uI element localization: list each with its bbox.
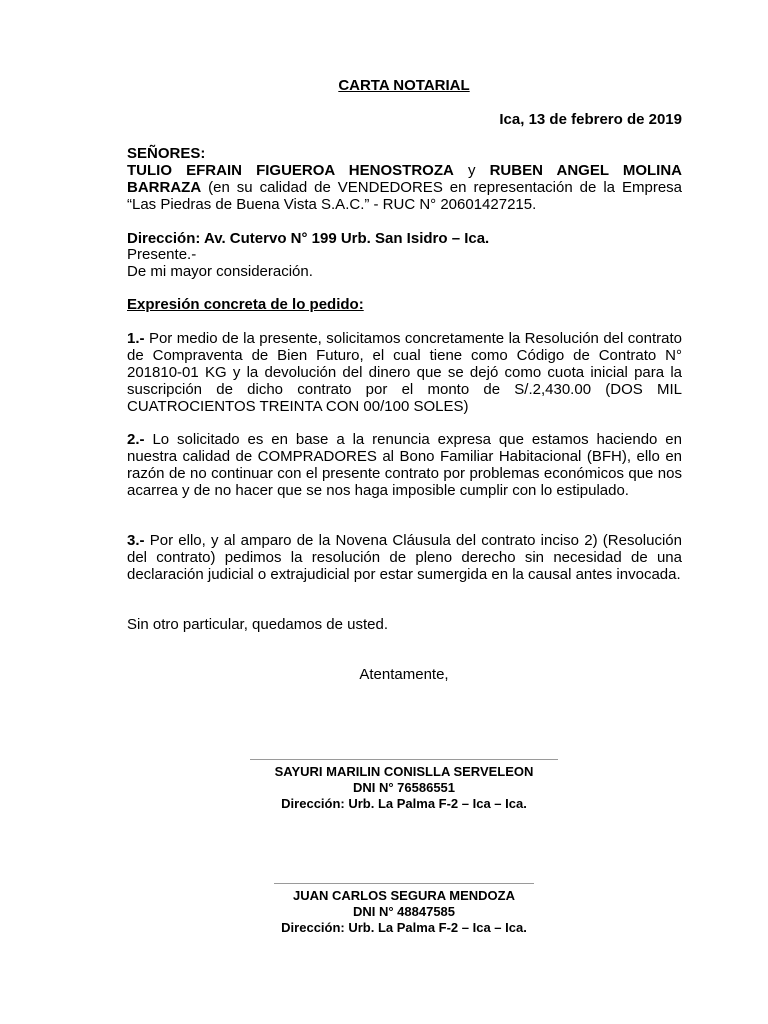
signature-line — [250, 759, 558, 760]
recipients-heading: SEÑORES: — [127, 145, 206, 162]
recipient-conjunction: y — [453, 162, 490, 179]
signature-line — [274, 883, 534, 884]
greeting-line: De mi mayor consideración. — [127, 263, 313, 280]
recipient-address: Dirección: Av. Cutervo N° 199 Urb. San Isidro – Ica. — [127, 230, 490, 247]
presente-line: Presente.- — [127, 246, 197, 263]
signer-dni: DNI N° 76586551 — [352, 780, 456, 795]
signature-block-2 — [230, 883, 578, 936]
paragraph-2 — [127, 431, 682, 499]
signer-name: JUAN CARLOS SEGURA MENDOZA — [293, 888, 515, 903]
paragraph-number: 2.- — [127, 431, 145, 448]
letter-date: Ica, 13 de febrero de 2019 — [499, 111, 682, 128]
farewell-line: Atentamente, — [359, 666, 449, 683]
paragraph-text: Por medio de la presente, solicitamos concretamente la Resolución del contrato de Compraventa de Bien Futuro, el cual tiene como Código de Contrato N° 201810-01 KG y la devolución del dinero que se dejó como cuota inicial para la suscripción de dicho contrato por el monto de S/.2,430.00 (DOS MIL CUATROCIENTOS TREINTA CON 00/100 SOLES) — [127, 330, 682, 415]
signature-block-1 — [250, 759, 558, 812]
recipient-name-1: TULIO EFRAIN FIGUEROA HENOSTROZA — [127, 162, 454, 179]
signer-address: Dirección: Urb. La Palma F-2 – Ica – Ica. — [281, 796, 527, 811]
signer-address: Dirección: Urb. La Palma F-2 – Ica – Ica. — [281, 920, 527, 935]
recipient-details: (en su calidad de VENDEDORES en representación de la Empresa “Las Piedras de Buena Vista S.A.C.” - RUC N° 20601427215. — [127, 179, 682, 213]
closing-line: Sin otro particular, quedamos de usted. — [127, 616, 388, 633]
paragraph-text: Por ello, y al amparo de la Novena Cláusula del contrato inciso 2) (Resolución del contrato) pedimos la resolución de pleno derecho sin necesidad de una declaración judicial o extrajudicial por estar sumergida en la causal antes invocada. — [127, 532, 682, 583]
paragraph-number: 3.- — [127, 532, 145, 549]
document-title: CARTA NOTARIAL — [338, 77, 470, 94]
recipient-name-2: RUBEN ANGEL MOLINA BARRAZA — [127, 162, 682, 196]
paragraph-text: Lo solicitado es en base a la renuncia expresa que estamos haciendo en nuestra calidad de COMPRADORES al Bono Familiar Habitacional (BFH), ello en razón de no continuar con el presente contrato por problemas económicos que nos acarrea y de no hacer que se nos haga imposible cumplir con lo estipulado. — [127, 431, 682, 499]
paragraph-number: 1.- — [127, 330, 145, 347]
signer-dni: DNI N° 48847585 — [352, 904, 456, 919]
recipients-paragraph — [127, 162, 682, 213]
paragraph-1 — [127, 330, 682, 415]
signer-name: SAYURI MARILIN CONISLLA SERVELEON — [274, 764, 534, 779]
section-heading: Expresión concreta de lo pedido: — [127, 296, 364, 313]
paragraph-3 — [127, 532, 682, 583]
